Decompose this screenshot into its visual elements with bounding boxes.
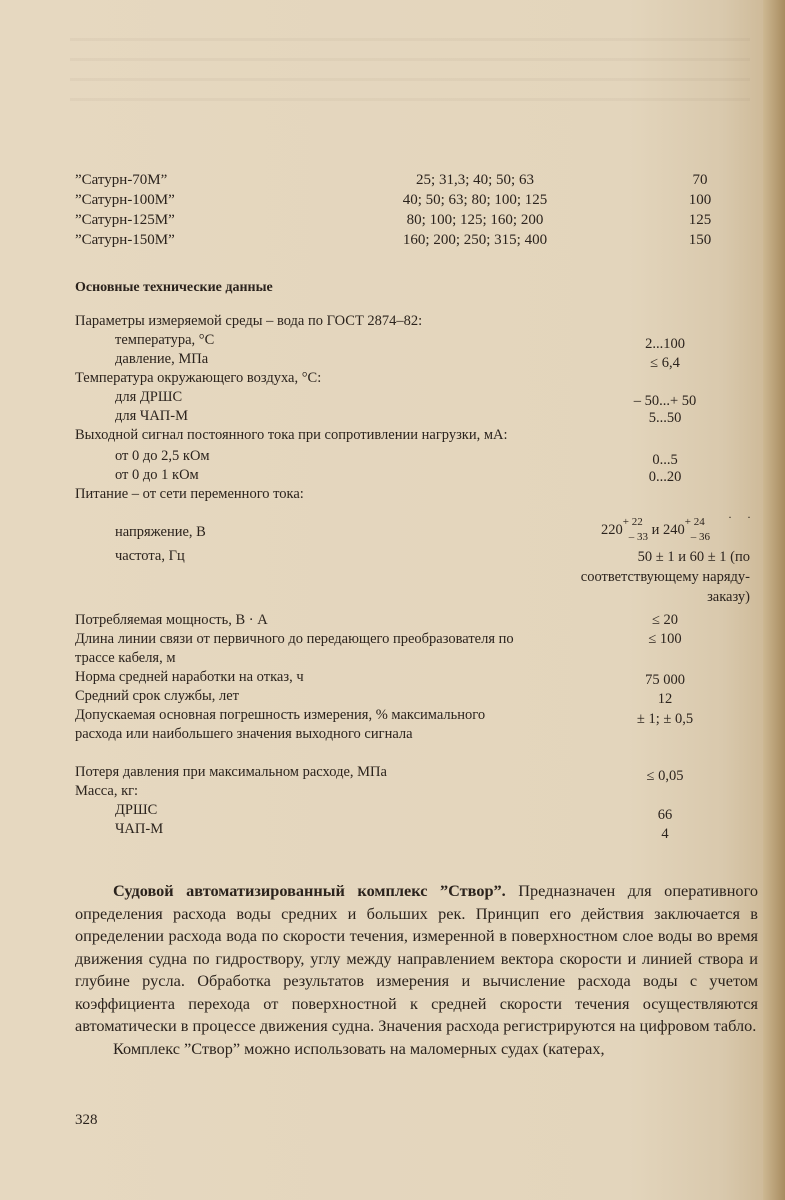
param-row	[75, 630, 755, 668]
page-number: 328	[75, 1112, 98, 1128]
param-label: частота, Гц	[115, 548, 185, 564]
param-row	[75, 801, 755, 823]
param-value: ≤ 100	[648, 631, 682, 647]
param-label: Средний срок службы, лет	[75, 688, 239, 704]
param-row	[75, 668, 755, 687]
param-row	[75, 466, 755, 485]
param-label: Параметры измеряемой среды – вода по ГОСТ 2874–82:	[75, 313, 423, 329]
model-name: ”Сатурн-125М”	[75, 212, 175, 228]
param-value: 4	[661, 826, 669, 842]
param-row	[75, 820, 755, 842]
table-row	[75, 192, 715, 212]
param-label: Потребляемая мощность, В · А	[75, 612, 268, 628]
model-dn: 70	[692, 172, 708, 188]
model-dn: 125	[688, 212, 712, 228]
param-value: 5...50	[648, 410, 682, 426]
param-row	[75, 485, 755, 504]
param-row	[75, 611, 755, 630]
param-value: 75 000	[645, 672, 685, 688]
param-label: от 0 до 1 кОм	[115, 467, 199, 483]
param-label: напряжение, В	[115, 524, 206, 540]
param-value: 0...5	[652, 452, 678, 468]
param-label: Норма средней наработки на отказ, ч	[75, 669, 304, 685]
param-row	[75, 426, 755, 445]
param-value: 2...100	[645, 336, 685, 352]
paragraph-heading: Судовой автоматизированный комплекс ”Створ”.	[113, 881, 506, 900]
param-label: ЧАП-М	[115, 821, 164, 837]
param-row	[75, 388, 755, 407]
param-label: температура, °С	[115, 332, 215, 348]
table-row	[75, 232, 715, 252]
param-label: ДРШС	[115, 802, 158, 818]
param-row	[75, 369, 755, 388]
voltage-value: $220^{+ 22}_{- 33}$ и $240^{+ 24}_{- 36}$	[601, 516, 710, 543]
param-row	[75, 706, 755, 763]
param-value: 0...20	[648, 469, 682, 485]
param-value: ± 1; ± 0,5	[636, 711, 694, 727]
param-row	[75, 763, 755, 782]
param-value: 12	[657, 691, 673, 707]
param-value: ≤ 0,05	[646, 768, 684, 784]
param-label: Потеря давления при максимальном расходе, МПа	[75, 764, 387, 780]
model-dn: 150	[688, 232, 712, 248]
param-value: – 50...+ 50	[633, 393, 697, 409]
param-row	[75, 331, 755, 350]
model-name: ”Сатурн-100М”	[75, 192, 175, 208]
model-ranges: 40; 50; 63; 80; 100; 125	[402, 192, 548, 208]
model-ranges: 25; 31,3; 40; 50; 63	[416, 172, 534, 188]
param-row	[75, 447, 755, 466]
param-label: Выходной сигнал постоянного тока при сопротивлении нагрузки, мА:	[75, 427, 508, 443]
model-ranges: 160; 200; 250; 315; 400	[402, 232, 548, 248]
table-row	[75, 172, 715, 192]
param-label: от 0 до 2,5 кОм	[115, 448, 210, 464]
model-ranges: 80; 100; 125; 160; 200	[406, 212, 544, 228]
ink-marks: · ·	[728, 510, 757, 524]
param-value: ≤ 20	[651, 612, 679, 628]
param-row	[75, 312, 755, 331]
param-label: Температура окружающего воздуха, °С:	[75, 370, 322, 386]
model-name: ”Сатурн-150М”	[75, 232, 175, 248]
param-label: давление, МПа	[115, 351, 209, 367]
param-label: Допускаемая основная погрешность измерения, % максимального расхода или наибольшего значения выходного сигнала	[75, 707, 486, 742]
param-row	[75, 407, 755, 426]
paragraph	[75, 880, 758, 1038]
model-dn: 100	[688, 192, 712, 208]
param-row	[75, 350, 755, 369]
show-through-text	[70, 38, 750, 118]
section-title: Основные технические данные	[75, 280, 273, 295]
model-name: ”Сатурн-70М”	[75, 172, 168, 188]
param-label: для ДРШС	[115, 389, 183, 405]
page-spine-shadow	[763, 0, 785, 1200]
param-row	[75, 509, 755, 547]
param-value: 66	[657, 807, 673, 823]
models-table	[75, 172, 715, 252]
paragraph-text: Предназначен для оперативного определения расхода воды средних и больших рек. Принцип его действия заключается в определении расхода вода по скорости течения, измеренной в поверхностном слое воды во время движения судна по гидроствору, углу между направлением вектора скорости и линией створа и глубине русла. Обработка результатов измерения и вычисление расхода воды с учетом коэффициента перехода от поверхностной к средней скорости течения осуществляются автоматически в процессе движения судна. Значения расхода регистрируются на цифровом табло.	[75, 881, 758, 1035]
paragraph: Комплекс ”Створ” можно использовать на маломерных судах (катерах,	[113, 1038, 605, 1058]
param-label: Длина линии связи от первичного до передающего преобразователя по трассе кабеля, м	[75, 631, 514, 666]
param-label: Масса, кг:	[75, 783, 139, 799]
param-label: Питание – от сети переменного тока:	[75, 486, 304, 502]
param-row	[75, 782, 755, 801]
param-value: 50 ± 1 и 60 ± 1 (по соответствующему наряду-заказу)	[580, 549, 750, 605]
technical-data-list	[75, 312, 755, 842]
param-label: для ЧАП-М	[115, 408, 188, 424]
table-row	[75, 212, 715, 232]
param-row	[75, 687, 755, 706]
body-text	[75, 880, 758, 1060]
param-value: ≤ 6,4	[650, 355, 680, 371]
param-row	[75, 547, 755, 611]
